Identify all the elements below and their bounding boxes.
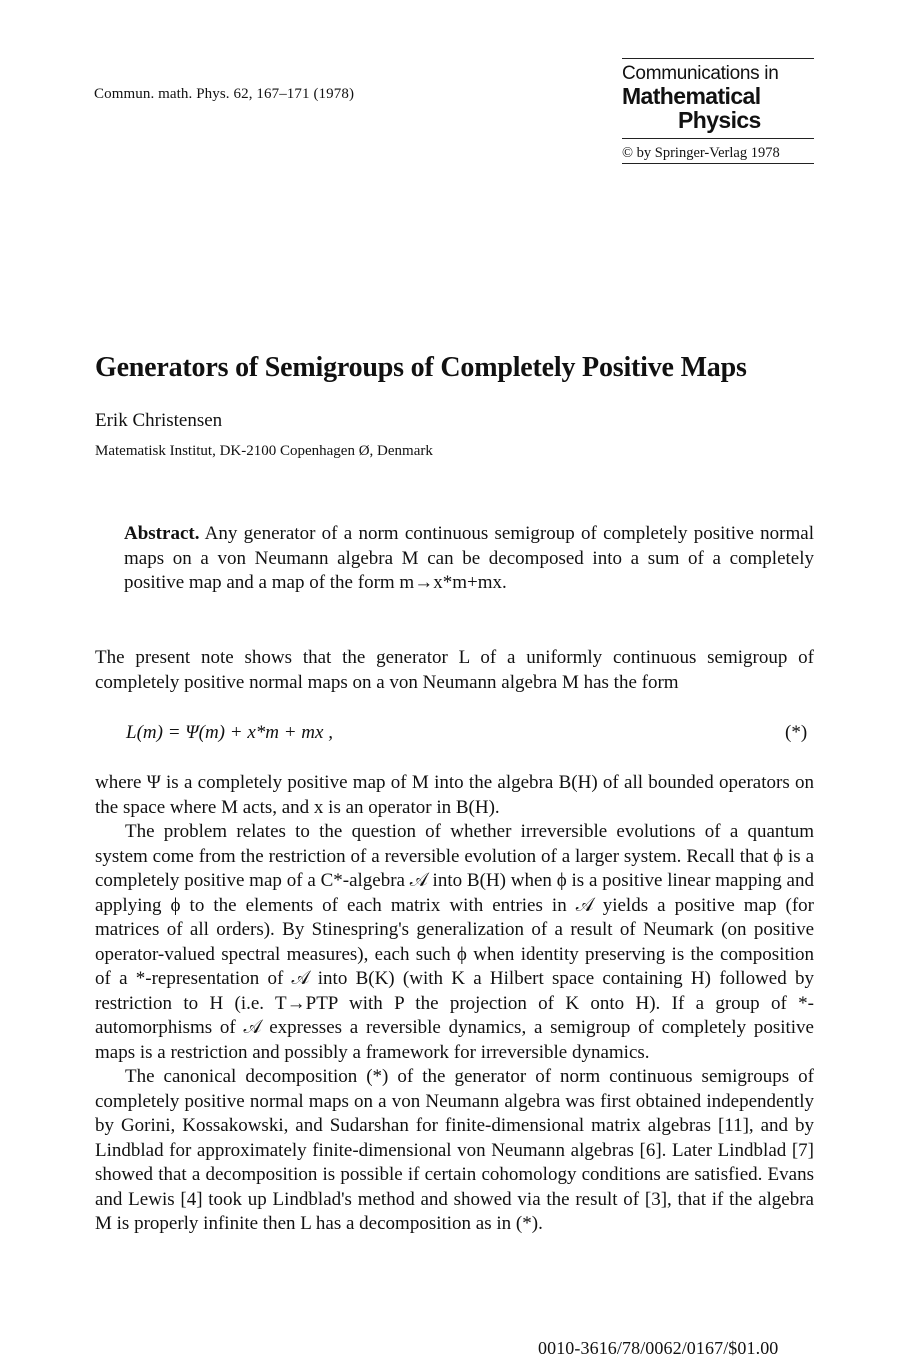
footer-code: 0010-3616/78/0062/0167/$01.00 (538, 1338, 779, 1358)
paragraph-problem: The problem relates to the question of whether irreversible evolutions of a quantum system come from the restriction of a reversible evolution of a larger system. Recall that ϕ is a completely positive map of a C*-algebra 𝒜 into B(H) when ϕ is a positive linear mapping and applying ϕ to the elements of each matrix with entries in 𝒜 yields a positive map (for matrices of all orders). By Stinespring's generalization of a result of Neumark (on positive operator-valued spectral measures), each such ϕ when identity preserving is the composition of a *-representation of 𝒜 into B(K) (with K a Hilbert space containing H) followed by restriction to H (i.e. T→PTP with P the projection of K onto H). If a group of *-automorphisms of 𝒜 expresses a reversible dynamics, a semigroup of completely positive maps is a restriction and possibly a framework for irreversible dynamics. (95, 821, 814, 1063)
author-affiliation: Matematisk Institut, DK-2100 Copenhagen Ø, Denmark (95, 443, 433, 459)
abstract (124, 522, 814, 596)
article-title: Generators of Semigroups of Completely Positive Maps (95, 352, 747, 383)
equation-number: (*) (785, 722, 808, 743)
masthead-middle-rule (622, 138, 814, 139)
masthead-bottom-rule (622, 163, 814, 164)
journal-citation: Commun. math. Phys. 62, 167–171 (1978) (94, 86, 355, 102)
paragraph-where: where Ψ is a completely positive map of M into the algebra B(H) of all bounded operators on the space where M acts, and x is an operator in B(H). (95, 772, 814, 818)
abstract-text: Any generator of a norm continuous semigroup of completely positive normal maps on a von Neumann algebra M can be decomposed into a sum of a completely positive map and a map of the form m→x*m+mx. (124, 523, 814, 593)
abstract-label: Abstract. (124, 523, 200, 544)
masthead-top-rule (622, 58, 814, 59)
journal-masthead (622, 58, 814, 164)
paragraph-canonical: The canonical decomposition (*) of the generator of norm continuous semigroups of completely positive normal maps on a von Neumann algebra was first obtained independently by Gorini, Kossakowski, and Sudarshan for finite-dimensional matrix algebras [11], and by Lindblad for approximately finite-dimensional von Neumann algebras [6]. Later Lindblad [7] showed that a decomposition is possible if certain cohomology conditions are satisfied. Evans and Lewis [4] took up Lindblad's method and showed via the result of [3], that if the algebra M is properly infinite then L has a decomposition as in (*). (95, 1066, 814, 1234)
journal-name-line3: Physics (678, 107, 761, 133)
copyright-notice: © by Springer-Verlag 1978 (622, 145, 780, 161)
body-text (95, 771, 814, 1237)
body-paragraph-1 (95, 646, 814, 695)
author-name: Erik Christensen (95, 410, 223, 431)
paragraph-intro: The present note shows that the generator L of a uniformly continuous semigroup of completely positive normal maps on a von Neumann algebra M has the form (95, 647, 814, 693)
journal-name-line2: Mathematical (622, 83, 761, 109)
journal-name-line1: Communications in (622, 63, 779, 84)
equation-main: L(m) = Ψ(m) + x*m + mx , (126, 722, 333, 743)
